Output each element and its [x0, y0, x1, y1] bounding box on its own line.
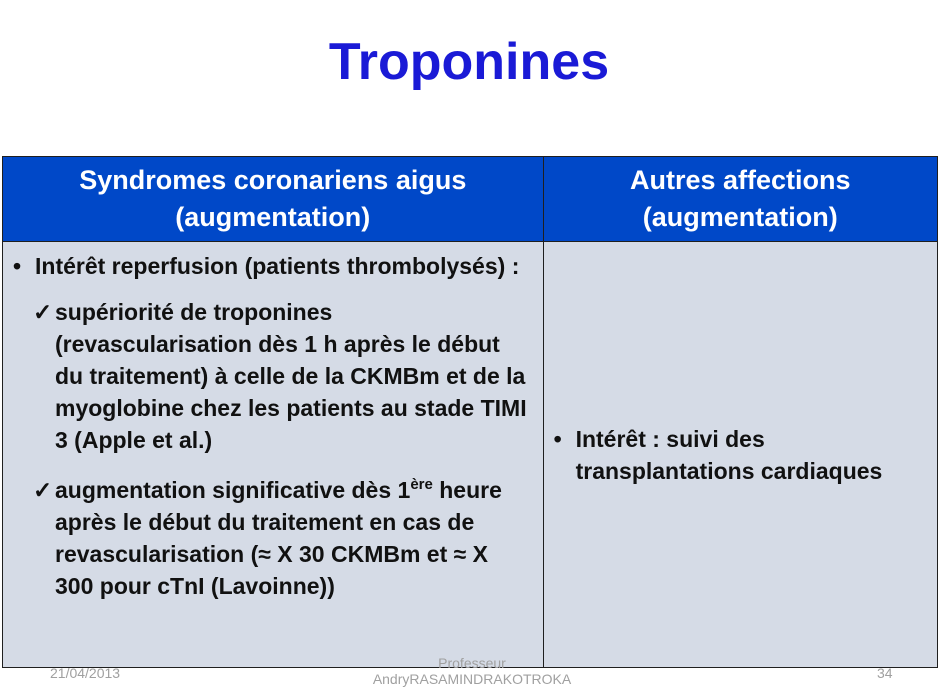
footer-author — [362, 655, 582, 687]
author-name: AndryRASAMINDRAKOTROKA — [372, 671, 572, 687]
check-text — [55, 474, 533, 602]
bullet-text: Intérêt reperfusion (patients thrombolysés) : — [35, 253, 520, 279]
check-text-start: augmentation significative dès 1 — [55, 477, 411, 503]
acs-cell — [3, 242, 544, 668]
header-line: (augmentation) — [175, 202, 371, 232]
header-acute-coronary-syndromes — [3, 157, 544, 242]
author-title: Professeur — [438, 655, 506, 671]
check-text: supériorité de troponines (revascularisation dès 1 h après le début du traitement) à celle de la CKMBm et de la myoglobine chez les patients au stade TIMI 3 (Apple et al.) — [55, 299, 527, 453]
footer-date: 21/04/2013 — [50, 665, 121, 681]
other-cell — [543, 242, 937, 668]
checkmark-icon: ✓ — [33, 299, 53, 325]
slide-title: Troponines — [328, 33, 610, 91]
list-item — [33, 474, 533, 602]
bullet-icon: • — [13, 253, 22, 279]
header-line: Autres affections — [630, 165, 851, 195]
bullet-text: Intérêt : suivi des transplantations cardiaques — [575, 425, 883, 484]
bullet-icon: • — [553, 425, 562, 452]
comparison-table — [2, 156, 938, 668]
header-row — [3, 157, 938, 242]
list-item — [33, 296, 533, 456]
body-row — [3, 242, 938, 668]
list-item — [13, 250, 533, 282]
header-line: (augmentation) — [642, 202, 838, 232]
check-text-end: heure après le début du traitement en cas de revascularisation (≈ X 30 CKMBm et ≈ X 300 pour cTnI (Lavoinne)) — [55, 477, 502, 599]
superscript: ère — [410, 476, 433, 493]
checkmark-icon: ✓ — [33, 477, 53, 503]
header-line: Syndromes coronariens aigus — [79, 165, 467, 195]
header-other-conditions — [543, 157, 937, 242]
page-number: 34 — [877, 665, 893, 681]
list-item — [554, 423, 931, 487]
